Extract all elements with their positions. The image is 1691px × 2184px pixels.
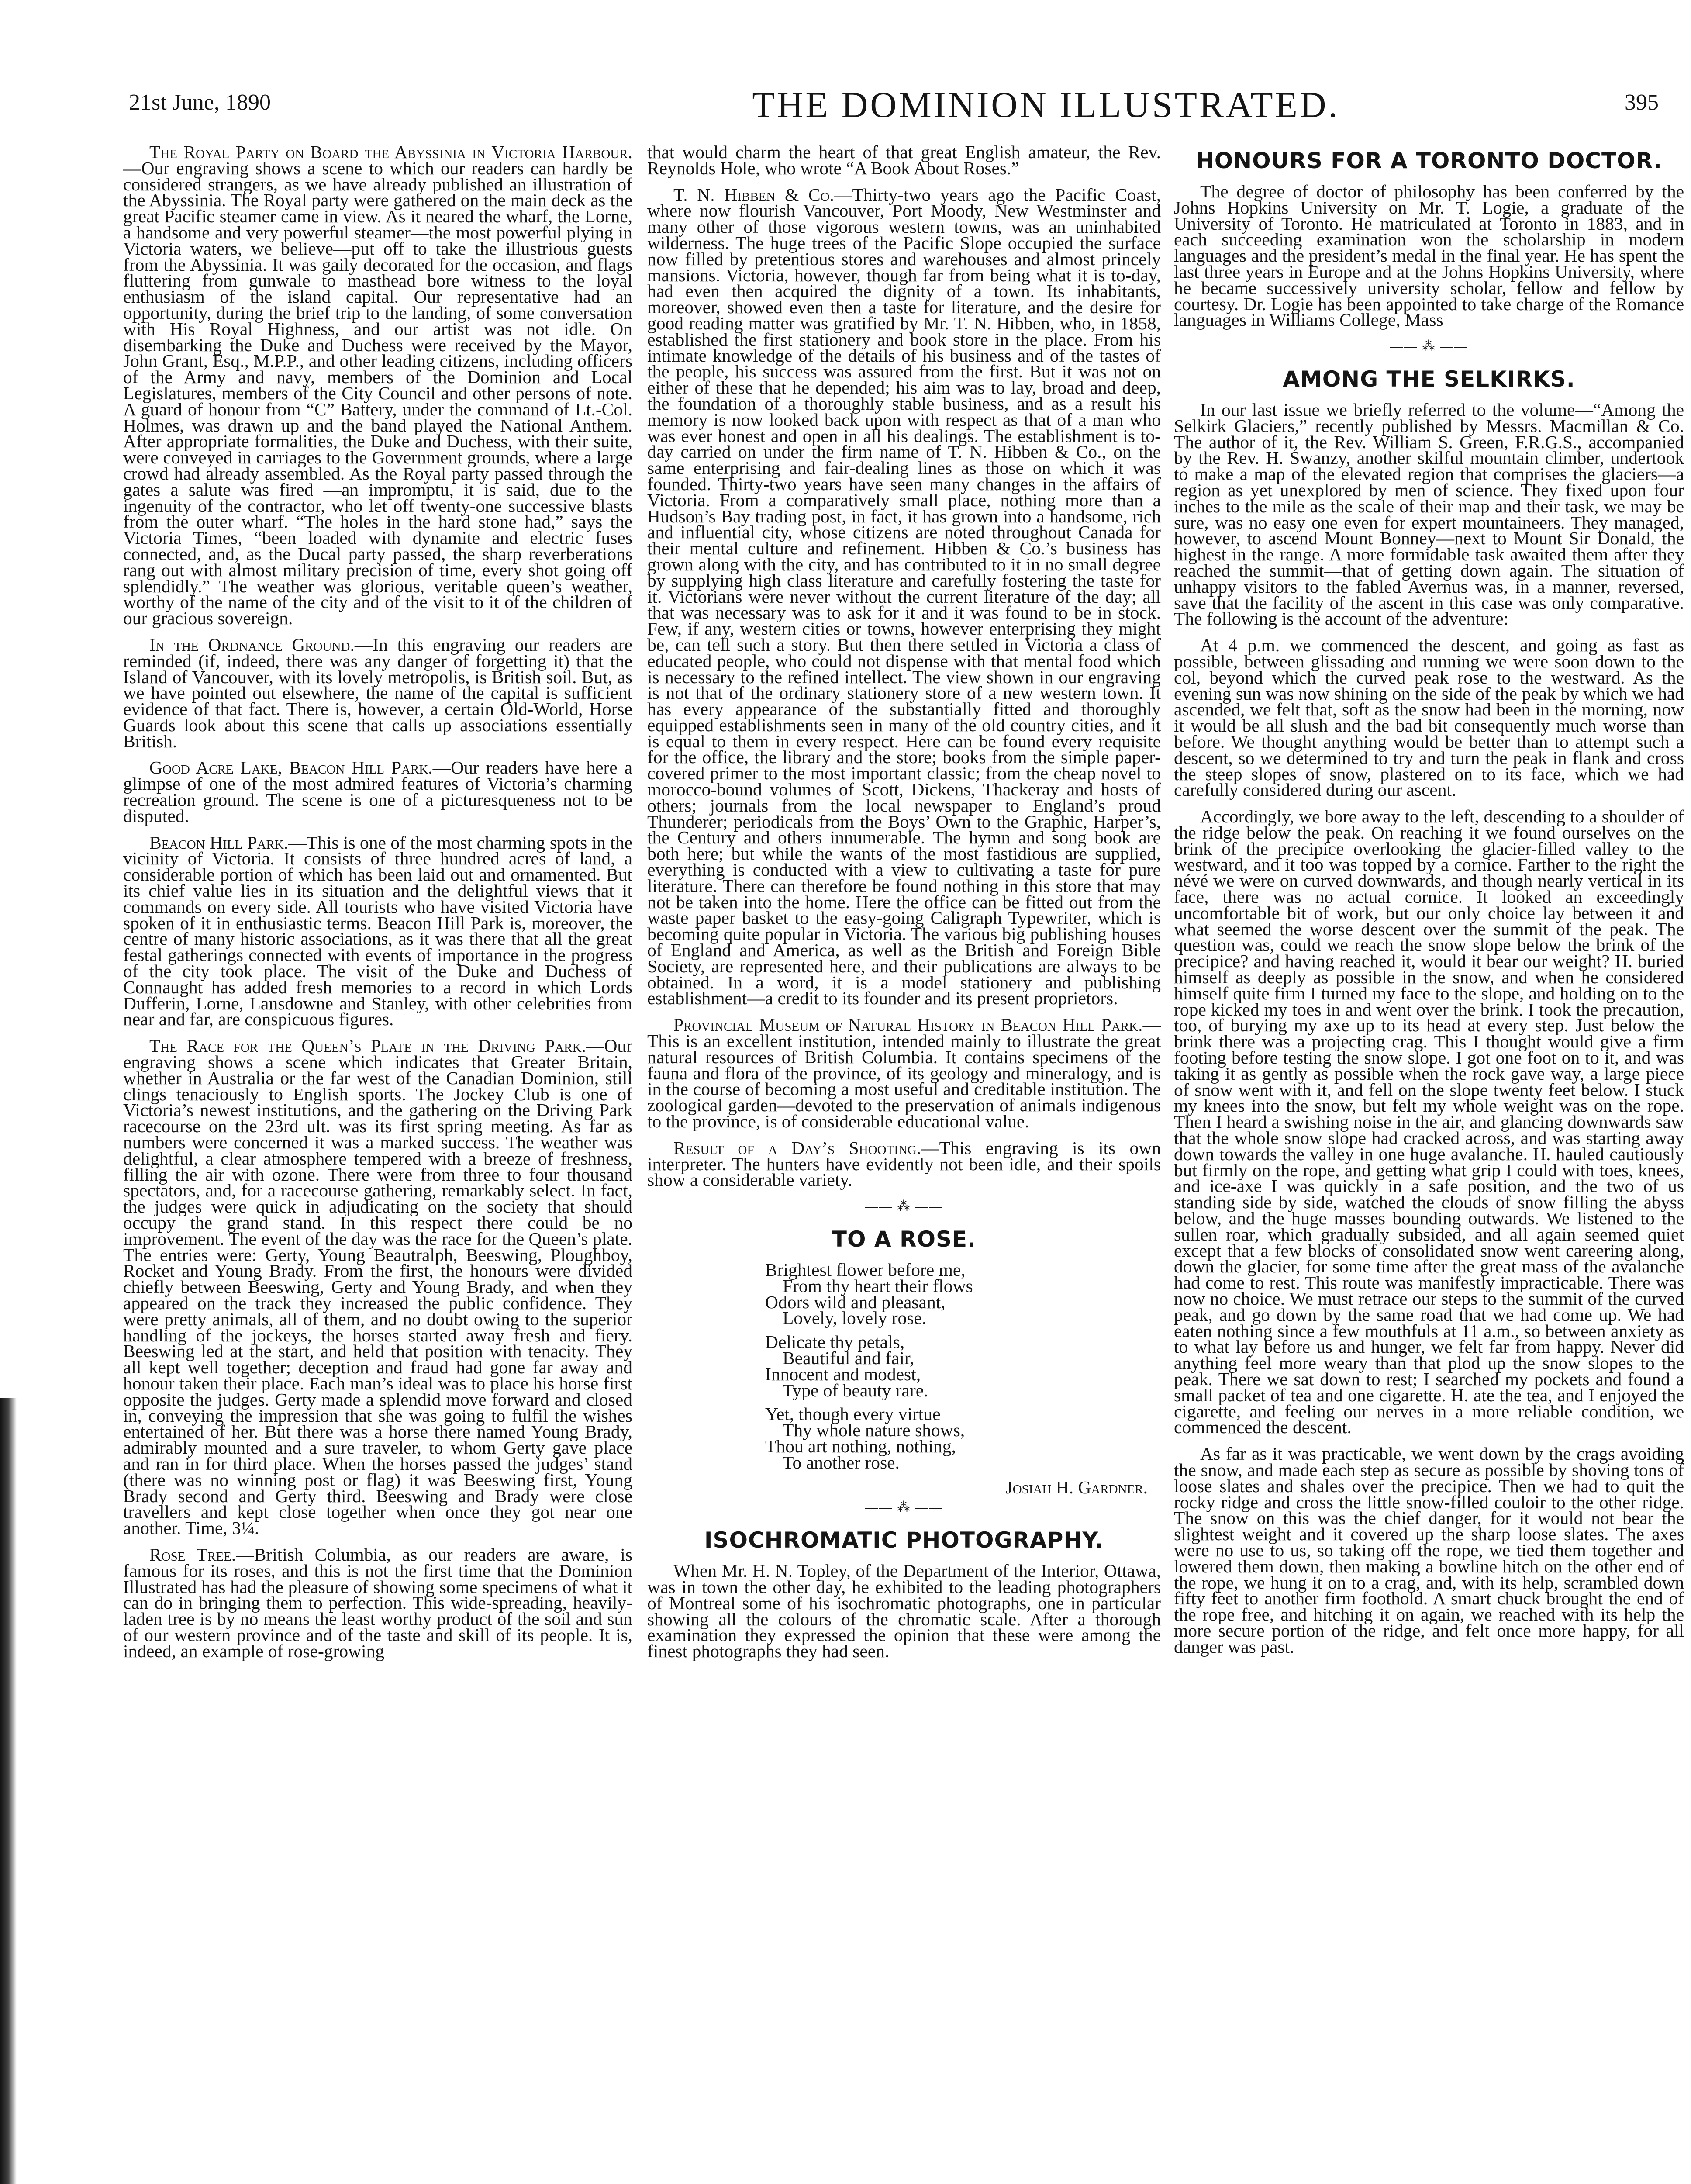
poem-stanza [765,1334,1161,1398]
article-title-selkirks: AMONG THE SELKIRKS. [1283,366,1575,392]
poem-line: Yet, though every virtue [765,1404,941,1424]
poem-line: Delicate thy petals, [765,1332,905,1352]
poem-line: Odors wild and pleasant, [765,1292,946,1312]
article-lead: Beacon Hill Park. [149,832,289,853]
article-body: —This is one of the most charming spots in the vicinity of Victoria. It consists of three hundred acres of land, a considerable portion of which has been laid out and ornamented. But its chief value lies in its situation and the delightful views that it commands on every side. All tourists who have visited Victoria have spoken of it in enthusiastic terms. Beacon Hill Park is, moreover, the centre of many historic associations, as it was there that all the great festal gatherings connected with events of importance in the progress of the city took place. The visit of the Duke and Duchess of Connaught has added fresh memories to a record in which Lords Dufferin, Lorne, Lansdowne and Stanley, with other celebrities from near and far, are conspicuous figures. [123,832,633,1030]
poem-stanza [765,1262,1161,1326]
section-divider-ornament: —— ⁂ —— [865,1199,943,1214]
column-3 [1174,144,1684,1666]
article-queens-plate [123,1038,632,1536]
article-days-shooting [647,1137,1161,1190]
poem-stanza [765,1406,1161,1470]
article-lead: Rose Tree. [149,1544,236,1565]
poem-author: Josiah H. Gardner. [1005,1477,1148,1497]
article-ordnance-ground [123,634,632,751]
article-body: —British Columbia, as our readers are aware, is famous for its roses, and this is not the first time that the Dominion Illustrated has had the pleasure of showing some specimens of what it can do in bringing them to perfection. This wide-spreading, heavily-laden tree is by no means the least worthy product of the soil and sun of our western province and of the taste and skill of its people. It is, indeed, an example of rose-growing [123,1544,632,1661]
selkirks-paragraph: Accordingly, we bore away to the left, descending to a shoulder of the ridge below the peak. On reaching it we found ourselves on the brink of the precipice overlooking the glacier-filled valley to the westward, and it too was topped by a cornice. Farther to the right the névé we were on curved downwards, and though nearly vertical in its face, there was no actual cornice. It looked an exceedingly uncomfortable bit of work, but our only choice lay between it and what seemed the worse descent over the summit of the peak. The question was, could we reach the snow slope below the brink of the precipice? and having reached it, would it bear our weight? H. buried himself as deeply as possible in the snow, and when he considered himself quite firm I turned my face to the slope, and holding on to the rope kicked my toes in and went over the brink. I took the precaution, too, of burying my axe up to its head at every step. Just below the brink there was a projecting crag. This I thought would give a firm footing before testing the snow slope. I got one foot on to it, and was taking it as gently as possible when the rock gave way, a large piece of snow went with it, and fell on the slope twenty feet below. I stuck my knees into the snow, but felt my whole weight was on the rope. Then I heard a swishing noise in the air, and glancing downwards saw that the whole snow slope had cracked across, and was starting away down towards the valley in one huge avalanche. H. hauled cautiously but firmly on the rope, and getting what grip I could with toes, knees, and ice-axe I was quickly in a safe position, and the two of us standing side by side, watched the clouds of snow filling the abyss below, and the huge masses bounding outwards. We listened to the sullen roar, which gradually subsided, and all again seemed quiet except that a few blocks of consolidated snow went careering along, down the glacier, for some time after the great mass of the avalanche had come to rest. This route was manifestly impracticable. There was now no choice. We must retrace our steps to the summit of the curved peak, and go down by the same road that we had come up. We had eaten nothing since a few mouthfuls at 11 a.m., so between anxiety as to what lay before us and hunger, we felt far from happy. Never did anything feel more weary than that plod up the snow slopes to the peak. There we sat down to rest; I searched my pockets and found a small packet of tea and one cigarette. H. ate the tea, and I enjoyed the cigarette, and feeling our nerves in a more reliable condition, we commenced the descent. [1174,806,1684,1438]
poem-line: Thou art nothing, nothing, [765,1436,956,1456]
section-divider-ornament: —— ⁂ —— [865,1500,943,1515]
masthead: THE DOMINION ILLUSTRATED. [752,85,1340,125]
article-good-acre-lake [123,757,632,826]
article-body: —Thirty-two years ago the Pacific Coast, where now flourish Vancouver, Port Moody, New Westminster and many other of those vigorous western towns, was an uninhabited wilderness. The huge trees of the Pacific Slope occupied the surface now filled by pretentious stores and warehouses and almost princely mansions. Victoria, however, though far from being what it is to-day, had even then acquired the dignity of a town. Its inhabitants, moreover, showed even then a taste for literature, and the desire for good reading matter was gratified by Mr. T. N. Hibben, who, in 1858, established the first stationery and book store in the place. From his intimate knowledge of the details of his business and of the tastes of the people, his success was assured from the first. But it was not on either of these that he depended; his aim was to lay, broad and deep, the foundation of a thoroughly stable business, and as a result his memory is now looked back upon with respect as that of a man who was ever honest and open in all his dealings. The establishment is to-day carried on under the firm name of T. N. Hibben & Co., on the same enterprising and fair-dealing lines as those on which it was founded. Thirty-two years have seen many changes in the affairs of Victoria. From a comparatively small place, nothing more than a Hudson’s Bay trading post, in fact, it has grown into a handsome, rich and influential city, whose citizens are noted throughout Canada for their mental culture and refinement. Hibben & Co.’s business has grown along with the city, and has contributed to it in no small degree by supplying high class literature and carefully fostering the taste for it. Victorians were never without the current literature of the day; all that was necessary was to ask for it and it was found to be in stock. Few, if any, western cities or towns, however enterprising they might be, can tell such a story. But then there settled in Victoria a class of educated people, who could not dispense with that mental food which is necessary to the refined intellect. The view shown in our engraving is not that of the ordinary stationery store of a new western town. It has every appearance of the substantially fitted and thoroughly equipped establishments seen in many of the old country cities, and it is equal to them in every respect. Here can be found every requisite for the office, the library and the store; books from the simple paper-covered primer to the most important classic; from the cheap novel to morocco-bound volumes of Scott, Dickens, Thackeray and hosts of others; journals from the local newspaper to England’s proud Thunderer; periodicals from the Boys’ Own to the Graphic, Harper’s, the Century and others innumerable. The hymn and song book are both here; but while the wants of the most fastidious are supplied, everything is conducted with a view to cultivating a taste for pure literature. There can therefore be found nothing in this store that may not be taken into the home. Here the office can be fitted out from the waste paper basket to the easy-going Caligraph Typewriter, which is becoming quite popular in Victoria. The various big publishing houses of England and America, as well as the British and Foreign Bible Society, are represented here, and their publications are always to be obtained. In a word, it is a model stationery and publishing establishment—a credit to its founder and its present proprietors. [647,184,1161,1009]
selkirks-paragraph: At 4 p.m. we commenced the descent, and going as fast as possible, between glissading and running we were soon down to the col, beyond which the curved peak rose to the westward. As the evening sun was now shining on the side of the peak by which we had ascended, we felt that, soft as the snow had been in the morning, now it would be all slush and the bad bit consequently much worse than before. We thought anything would be better than to attempt such a descent, so we determined to try and turn the peak in flank and cross the steep slopes of snow, plastered on to its face, which we had carefully considered during our ascent. [1174,635,1684,800]
article-beacon-hill-park [123,832,633,1030]
article-title-isochromatic: ISOCHROMATIC PHOTOGRAPHY. [704,1527,1104,1553]
issue-date: 21st June, 1890 [129,90,271,115]
article-body: —In this engraving our readers are reminded (if, indeed, there was any danger of forgetting it) that the Island of Vancouver, with its lovely metropolis, is British soil. But, as we have pointed out elsewhere, the name of the capital is sufficient evidence of that fact. There is, however, a certain Old-World, Horse Guards look about this scene that calls up associations essentially British. [123,634,632,751]
page-binding-shadow [0,1398,17,2184]
poem-line: To another rose. [783,1452,900,1472]
article-body: —This engraving is its own interpreter. The hunters have evidently not been idle, and their spoils show a considerable variety. [647,1137,1161,1190]
selkirks-paragraph: In our last issue we briefly referred to the volume—“Among the Selkirk Glaciers,” recently published by Messrs. Macmillan & Co. The author of it, the Rev. William S. Green, F.R.G.S., accompanied by the Rev. H. Swanzy, another skilful mountain climber, undertook to make a map of the elevated region that comprises the glaciers—a region as yet unexplored by men of science. They fixed upon four inches to the mile as the scale of their map and their task, we may be sure, was no easy one even for expert mountaineers. They managed, however, to ascend Mount Bonney—next to Mount Sir Donald, the highest in the range. A more formidable task awaited them after they reached the summit—that of getting down again. The situation of unhappy visitors to the fabled Avernus was, in a manner, reversed, save that the facility of the ascent in this case was only comparative. The following is the account of the adventure: [1174,399,1684,629]
article-lead: Good Acre Lake, Beacon Hill Park. [149,757,433,778]
article-royal-party [123,142,632,629]
article-honours-body: The degree of doctor of philosophy has been conferred by the Johns Hopkins University on Mr. T. Logie, a graduate of the University of Toronto. He matriculated at Toronto in 1883, and in each succeeding examination won the scholarship in modern languages and the president’s medal in the final year. He has spent the last three years in Europe and at the Johns Hopkins University, where he became successively university scholar, fellow and fellow by courtesy. Dr. Logie has been appointed to take charge of the Romance languages in Williams College, Mass [1174,181,1684,330]
article-provincial-museum [647,1017,1161,1130]
column-2 [647,144,1161,1670]
article-lead: The Race for the Queen’s Plate in the Driving Park. [149,1036,586,1056]
article-title-honours: HONOURS FOR A TORONTO DOCTOR. [1195,148,1663,173]
poem-line: Lovely, lovely rose. [783,1308,927,1328]
poem-line: Thy whole nature shows, [783,1420,965,1441]
article-lead: The Royal Party on Board the Abyssinia in Victoria Harbour. [149,142,632,162]
poem-line: Beautiful and fair, [783,1348,915,1368]
page-number: 395 [1625,90,1659,115]
poem-line: From thy heart their flows [783,1275,973,1296]
article-body: —This is an excellent institution, intended mainly to illustrate the great natural resources of British Columbia. It contains specimens of the fauna and flora of the province, of its geology and mineralogy, and is in the course of becoming a most useful and creditable institution. The zoological garden—devoted to the preservation of animals indigenous to the province, is of considerable educational value. [647,1015,1161,1132]
article-rose-tree-continued: that would charm the heart of that great English amateur, the Rev. Reynolds Hole, who wrote “A Book About Roses.” [647,142,1161,178]
poem-title: TO A ROSE. [832,1227,977,1252]
article-isochromatic-body: When Mr. H. N. Topley, of the Department of the Interior, Ottawa, was in town the other day, he exhibited to the leading photographers of Montreal some of his isochromatic photographs, one in particular showing all the colours of the chromatic scale. After a thorough examination they expressed the opinion that these were among the finest photographs they had seen. [647,1561,1161,1662]
article-body: —Our engraving shows a scene which indicates that Greater Britain, whether in Australia or the far west of the Canadian Dominion, still clings tenaciously to English sports. The Jockey Club is one of Victoria’s newest institutions, and the gathering on the Driving Park racecourse on the 23rd ult. was its first spring meeting. As far as numbers were concerned it was a marked success. The weather was delightful, a clear atmosphere tempered with a breeze of freshness, filling the air with ozone. There were from three to four thousand spectators, and, for a racecourse gathering, remarkably select. In fact, the judges were quick in adjudicating on the society that should occupy the grand stand. In this respect there could be no improvement. The event of the day was the race for the Queen’s plate. The entries were: Gerty, Young Beautralph, Beeswing, Ploughboy, Rocket and Young Brady. From the first, the honours were divided chiefly between Beeswing, Gerty and Young Brady, and when they appeared on the track they increased the public confidence. They were pretty animals, all of them, and no doubt owing to the superior handling of the jockeys, the horses started away fresh and fiery. Beeswing led at the start, and held that position with tenacity. They all kept well together; deception and fraud had gone far away and honour taken their place. Each man’s ideal was to place his horse first opposite the judges. Gerty made a splendid move forward and closed in, conveying the impression that she was going to fulfil the wishes entertained of her. But there was a horse there named Young Brady, admirably mounted and a sure traveler, to whom Gerty gave place and ran in for third place. When the horses passed the judges’ stand (there was no winning post or flag) it was Beeswing first, Young Brady second and Gerty third. Beeswing and Brady were close travellers and kept close together when once they got near one another. Time, 3¼. [123,1036,632,1538]
article-body: —Our engraving shows a scene to which our readers can hardly be considered strangers, as we have already published an illustration of the Abyssinia. The Royal party were gathered on the main deck as the great Pacific steamer came in view. As it neared the wharf, the Lorne, a handsome and very powerful steamer—the most powerful plying in Victoria waters, we believe—put off to take the illustrious guests from the Abyssinia. It was gaily decorated for the occasion, and flags fluttering from gunwale to masthead bore witness to the loyal enthusiasm of the island capital. Our representative had an opportunity, during the brief trip to the landing, of some conversation with His Royal Highness, and our artist was not idle. On disembarking the Duke and Duchess were received by the Mayor, John Grant, Esq., M.P.P., and other leading citizens, including officers of the Army and navy, members of the Dominion and Local Legislatures, members of the City Council and other persons of note. A guard of honour from “C” Battery, under the command of Lt.-Col. Holmes, was drawn up and the band played the National Anthem. After appropriate formalities, the Duke and Duchess, with their suite, were conveyed in carriages to the Government grounds, where a large crowd had already assembled. As the Royal party passed through the gates a salute was fired —an impromptu, it is said, due to the ingenuity of the contractor, who let off twenty-one successive blasts from the outer wharf. “The holes in the hard stone had,” says the Victoria Times, “been loaded with dynamite and electric fuses connected, and, as the Ducal party passed, the sharp reverberations rang out with almost military precision of time, every shot going off splendidly.” The weather was glorious, veritable queen’s weather, worthy of the name of the city and of the visit to it of the children of our gracious sovereign. [123,158,632,629]
poem-to-a-rose [765,1262,1161,1471]
poem-line: Innocent and modest, [765,1364,921,1384]
article-body: —Our readers have here a glimpse of one of the most admired features of Victoria’s charming recreation ground. The scene is one of a picturesqueness not to be disputed. [123,757,632,826]
poem-line: Brightest flower before me, [765,1260,966,1280]
article-lead: T. N. Hibben & Co. [673,184,834,205]
article-rose-tree [123,1544,632,1661]
column-1 [123,144,632,1670]
section-divider-ornament: —— ⁂ —— [1390,339,1468,354]
poem-line: Type of beauty rare. [783,1380,928,1400]
article-lead: Result of a Day’s Shooting. [673,1137,921,1158]
article-lead: Provincial Museum of Natural History in Beacon Hill Park. [673,1015,1143,1035]
article-lead: In the Ordnance Ground. [149,634,355,655]
selkirks-paragraph: As far as it was practicable, we went down by the crags avoiding the snow, and made each step as secure as possible by shoving tons of loose slates and shales over the precipice. Then we had to quit the rocky ridge and cross the little snow-filled couloir to the other ridge. The snow on this was the chief danger, for it would not bear the slightest weight and it covered up the sharp loose slates. The axes were no use to us, so taking off the rope, we tied them together and lowered them down, then making a bowline hitch on the other end of the rope, we hung it on to a crag, and, with its help, scrambled down fifty feet to another firm foothold. A smart chuck brought the end of the rope free, and hitching it on again, we reached with its help the more secure portion of the ridge, and felt once more happy, for all danger was past. [1174,1444,1684,1657]
article-hibben-co [647,184,1161,1009]
